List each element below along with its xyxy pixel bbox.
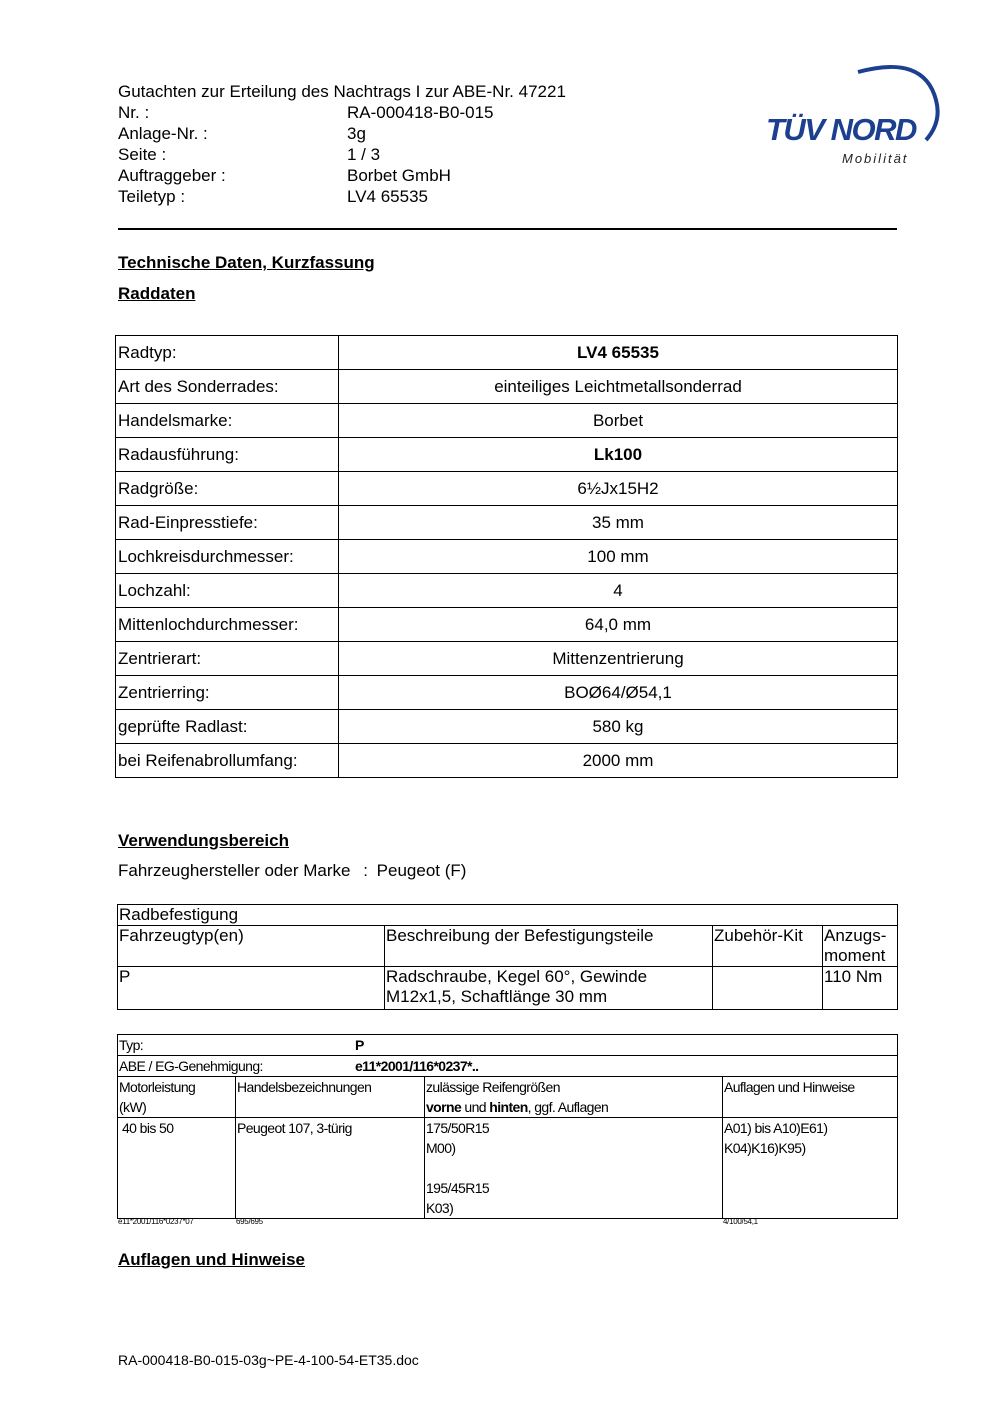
fixing-desc-1: Radschraube, Kegel 60°, Gewinde	[386, 967, 648, 986]
tyre-2: 195/45R15	[426, 1180, 490, 1196]
header-names: Handelsbezeichnungen	[236, 1077, 425, 1118]
section-verwendung: Verwendungsbereich	[118, 831, 289, 850]
fixing-title: Radbefestigung	[118, 905, 898, 926]
tyres-value	[425, 1118, 723, 1219]
header-label: Anlage-Nr. :	[118, 124, 208, 143]
wheel-value: LV4 65535	[339, 336, 898, 370]
tyre-1: 175/50R15	[426, 1120, 490, 1136]
tyre-2-note: K03)	[426, 1200, 454, 1216]
section-raddaten: Raddaten	[118, 284, 196, 303]
wheel-label: Radtyp:	[116, 336, 339, 370]
wheel-label: Radgröße:	[116, 472, 339, 506]
table-row	[118, 1077, 898, 1118]
name-value: Peugeot 107, 3-türig	[236, 1118, 425, 1219]
tyre-spacer	[426, 1158, 721, 1178]
fixing-desc	[385, 967, 713, 1010]
wheel-value: 35 mm	[339, 506, 898, 540]
fixing-type: P	[118, 967, 385, 1010]
wheel-label: Lochkreisdurchmesser:	[116, 540, 339, 574]
fixing-kit	[713, 967, 823, 1010]
fixing-header-desc: Beschreibung der Befestigungsteile	[385, 926, 713, 967]
wheel-value: Borbet	[339, 404, 898, 438]
tuv-nord-logo	[764, 60, 944, 170]
document-header	[118, 81, 566, 207]
power-value: 40 bis 50	[118, 1118, 236, 1219]
header-row-anlage	[118, 123, 566, 144]
tyre-1-note: M00)	[426, 1140, 456, 1156]
wheel-value: Lk100	[339, 438, 898, 472]
wheel-label: Zentrierring:	[116, 676, 339, 710]
header-value: 1 / 3	[347, 145, 381, 164]
header-tyres-and: und	[461, 1099, 490, 1115]
header-tyres-1: zulässige Reifengrößen	[426, 1079, 560, 1095]
table-row	[118, 1118, 898, 1219]
table-row	[116, 744, 898, 778]
typ-foot-right: 4/100/54,1	[723, 1217, 758, 1226]
wheel-value: einteiliges Leichtmetallsonderrad	[339, 370, 898, 404]
table-row	[116, 574, 898, 608]
wheel-value: 100 mm	[339, 540, 898, 574]
table-row	[118, 1035, 898, 1056]
header-row-seite	[118, 144, 566, 165]
logo-sub: Mobilität	[842, 151, 909, 166]
fixing-header-kit: Zubehör-Kit	[713, 926, 823, 967]
header-tyres-rest: , ggf. Auflagen	[527, 1099, 609, 1115]
header-row-auftraggeber	[118, 165, 566, 186]
notes-value	[723, 1118, 898, 1219]
typ-label: Typ:	[119, 1037, 144, 1053]
wheel-label: Art des Sonderrades:	[116, 370, 339, 404]
table-row	[116, 608, 898, 642]
fixing-header-torque	[823, 926, 898, 967]
fixing-desc-2: M12x1,5, Schaftlänge 30 mm	[386, 987, 608, 1006]
wheel-value: Mittenzentrierung	[339, 642, 898, 676]
wheel-value: 2000 mm	[339, 744, 898, 778]
table-row	[116, 472, 898, 506]
table-row	[116, 438, 898, 472]
table-row	[118, 905, 898, 926]
table-row	[116, 676, 898, 710]
wheel-label: Zentrierart:	[116, 642, 339, 676]
abe-label: ABE / EG-Genehmigung:	[119, 1058, 263, 1074]
wheel-value: 64,0 mm	[339, 608, 898, 642]
table-row	[116, 506, 898, 540]
wheel-label: bei Reifenabrollumfang:	[116, 744, 339, 778]
manufacturer-label: Fahrzeughersteller oder Marke	[118, 861, 351, 880]
table-row	[116, 540, 898, 574]
logo-name: TÜV NORD	[766, 112, 916, 147]
header-power	[118, 1077, 236, 1118]
header-value: Borbet GmbH	[347, 166, 451, 185]
wheel-label: Rad-Einpresstiefe:	[116, 506, 339, 540]
abe-value: e11*2001/116*0237*..	[355, 1058, 479, 1074]
wheel-label: Handelsmarke:	[116, 404, 339, 438]
fixing-header-torque-2: moment	[824, 946, 886, 965]
header-value: 3g	[347, 124, 366, 143]
table-row	[118, 1056, 898, 1077]
type-approval-table	[117, 1034, 898, 1219]
wheel-label: Lochzahl:	[116, 574, 339, 608]
header-label: Nr. :	[118, 103, 150, 122]
footer-filename: RA-000418-B0-015-03g~PE-4-100-54-ET35.doc	[118, 1352, 419, 1368]
header-power-2: (kW)	[119, 1099, 147, 1115]
header-label: Teiletyp :	[118, 187, 186, 206]
manufacturer-separator: :	[363, 861, 368, 880]
fixing-torque: 110 Nm	[823, 967, 898, 1010]
abe-row	[118, 1056, 898, 1077]
manufacturer-line	[118, 861, 466, 881]
notes-1: A01) bis A10)E61)	[724, 1120, 828, 1136]
table-row	[118, 926, 898, 967]
fixing-header-type: Fahrzeugtyp(en)	[118, 926, 385, 967]
table-row	[116, 404, 898, 438]
section-tech: Technische Daten, Kurzfassung	[118, 253, 375, 272]
table-row	[116, 370, 898, 404]
table-row	[116, 710, 898, 744]
wheel-value: 6½Jx15H2	[339, 472, 898, 506]
wheel-data-table	[115, 335, 898, 778]
header-power-1: Motorleistung	[119, 1079, 196, 1095]
header-tyres	[425, 1077, 723, 1118]
typ-foot-mid: 695/695	[236, 1217, 263, 1226]
header-label: Seite :	[118, 145, 167, 164]
wheel-value: 580 kg	[339, 710, 898, 744]
header-tyres-2	[426, 1097, 721, 1117]
header-row-teiletyp	[118, 186, 566, 207]
header-notes: Auflagen und Hinweise	[723, 1077, 898, 1118]
fixing-header-torque-1: Anzugs-	[824, 926, 887, 945]
header-title: Gutachten zur Erteilung des Nachtrags I zur ABE-Nr. 47221	[118, 82, 566, 101]
manufacturer-value: Peugeot (F)	[376, 861, 467, 880]
header-tyres-rear: hinten	[489, 1099, 528, 1115]
header-label: Auftraggeber :	[118, 166, 226, 185]
section-auflagen: Auflagen und Hinweise	[118, 1250, 306, 1269]
typ-value: P	[355, 1037, 364, 1053]
wheel-fixing-table	[117, 904, 898, 1010]
wheel-label: Radausführung:	[116, 438, 339, 472]
header-tyres-front: vorne	[426, 1099, 462, 1115]
wheel-value: 4	[339, 574, 898, 608]
header-divider	[118, 228, 897, 230]
table-row	[118, 967, 898, 1010]
header-value: RA-000418-B0-015	[347, 103, 494, 122]
header-value: LV4 65535	[347, 187, 428, 206]
table-row	[116, 336, 898, 370]
wheel-label: Mittenlochdurchmesser:	[116, 608, 339, 642]
header-row-nr	[118, 102, 566, 123]
table-row	[116, 642, 898, 676]
typ-foot-left: e11*2001/116*0237*07	[118, 1217, 194, 1226]
notes-2: K04)K16)K95)	[724, 1140, 806, 1156]
wheel-label: geprüfte Radlast:	[116, 710, 339, 744]
wheel-value: BOØ64/Ø54,1	[339, 676, 898, 710]
typ-row	[118, 1035, 898, 1056]
